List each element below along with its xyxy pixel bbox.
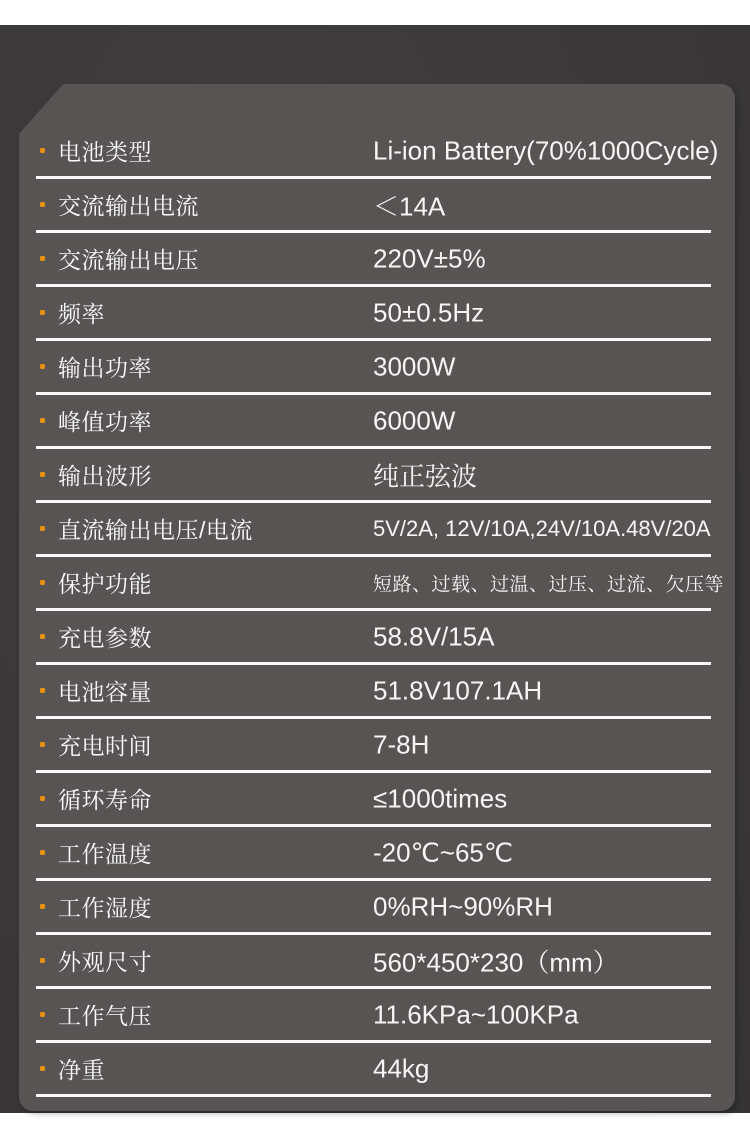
spec-row [36, 881, 711, 935]
spec-value: 6000W [373, 405, 456, 435]
spec-row [36, 395, 711, 449]
spec-label: 输出波形 [58, 463, 152, 489]
spec-row [36, 827, 711, 881]
spec-value: 220V±5% [373, 243, 486, 273]
spec-row [36, 449, 711, 503]
bullet-dot-icon [40, 526, 45, 531]
spec-row [36, 611, 711, 665]
spec-label: 循环寿命 [58, 787, 152, 813]
spec-row [36, 287, 711, 341]
spec-value: 0%RH~90%RH [373, 891, 553, 921]
spec-row [36, 773, 711, 827]
spec-value: 44kg [373, 1053, 430, 1083]
spec-row [36, 719, 711, 773]
spec-label: 保护功能 [58, 571, 152, 597]
spec-label: 充电时间 [58, 733, 152, 759]
spec-value: 50±0.5Hz [373, 297, 485, 327]
bullet-dot-icon [40, 688, 45, 693]
bullet-dot-icon [40, 364, 45, 369]
bullet-dot-icon [40, 850, 45, 855]
spec-row [36, 125, 719, 179]
spec-value: -20℃~65℃ [373, 837, 514, 867]
spec-value: 5V/2A, 12V/10A,24V/10A.48V/20A [373, 515, 711, 541]
bullet-dot-icon [40, 310, 45, 315]
spec-label: 工作温度 [58, 841, 152, 867]
spec-value: 3000W [373, 351, 456, 381]
page-background [0, 25, 750, 1113]
bullet-dot-icon [40, 580, 45, 585]
spec-label: 电池容量 [58, 679, 152, 705]
spec-row [36, 557, 725, 611]
spec-row [36, 503, 711, 557]
spec-label: 直流输出电压/电流 [58, 517, 253, 543]
spec-row [36, 341, 711, 395]
spec-value: 51.8V107.1AH [373, 675, 543, 705]
bullet-dot-icon [40, 472, 45, 477]
spec-value: 560*450*230（mm） [373, 947, 619, 977]
spec-value: ＜14A [373, 191, 446, 221]
bullet-dot-icon [40, 256, 45, 261]
spec-label: 交流输出电流 [58, 193, 199, 219]
bullet-dot-icon [40, 904, 45, 909]
spec-row [36, 233, 711, 287]
spec-card [19, 84, 735, 1111]
spec-label: 充电参数 [58, 625, 152, 651]
spec-table [36, 125, 725, 1097]
bullet-dot-icon [40, 1012, 45, 1017]
spec-row [36, 665, 711, 719]
bullet-dot-icon [40, 742, 45, 747]
bullet-dot-icon [40, 1066, 45, 1071]
spec-label: 峰值功率 [58, 409, 152, 435]
bullet-dot-icon [40, 634, 45, 639]
spec-label: 电池类型 [58, 139, 152, 165]
bullet-dot-icon [40, 148, 45, 153]
spec-label: 外观尺寸 [58, 949, 152, 975]
spec-value: ≤1000times [373, 783, 508, 813]
spec-label: 工作湿度 [58, 895, 152, 921]
bullet-dot-icon [40, 796, 45, 801]
spec-value: 58.8V/15A [373, 621, 495, 651]
spec-row [36, 1043, 711, 1097]
spec-row [36, 179, 711, 233]
spec-label: 交流输出电压 [58, 247, 199, 273]
spec-value: 11.6KPa~100KPa [373, 999, 579, 1029]
spec-value: 7-8H [373, 729, 430, 759]
bullet-dot-icon [40, 418, 45, 423]
spec-label: 工作气压 [58, 1003, 152, 1029]
bullet-dot-icon [40, 202, 45, 207]
spec-value: 短路、过载、过温、过压、过流、欠压等 [373, 574, 725, 595]
spec-value: 纯正弦波 [373, 461, 478, 491]
spec-label: 频率 [58, 301, 105, 327]
spec-row [36, 989, 711, 1043]
bullet-dot-icon [40, 958, 45, 963]
spec-value: Li-ion Battery(70%1000Cycle) [373, 135, 719, 165]
spec-label: 输出功率 [58, 355, 152, 381]
spec-row [36, 935, 711, 989]
spec-label: 净重 [58, 1057, 105, 1083]
